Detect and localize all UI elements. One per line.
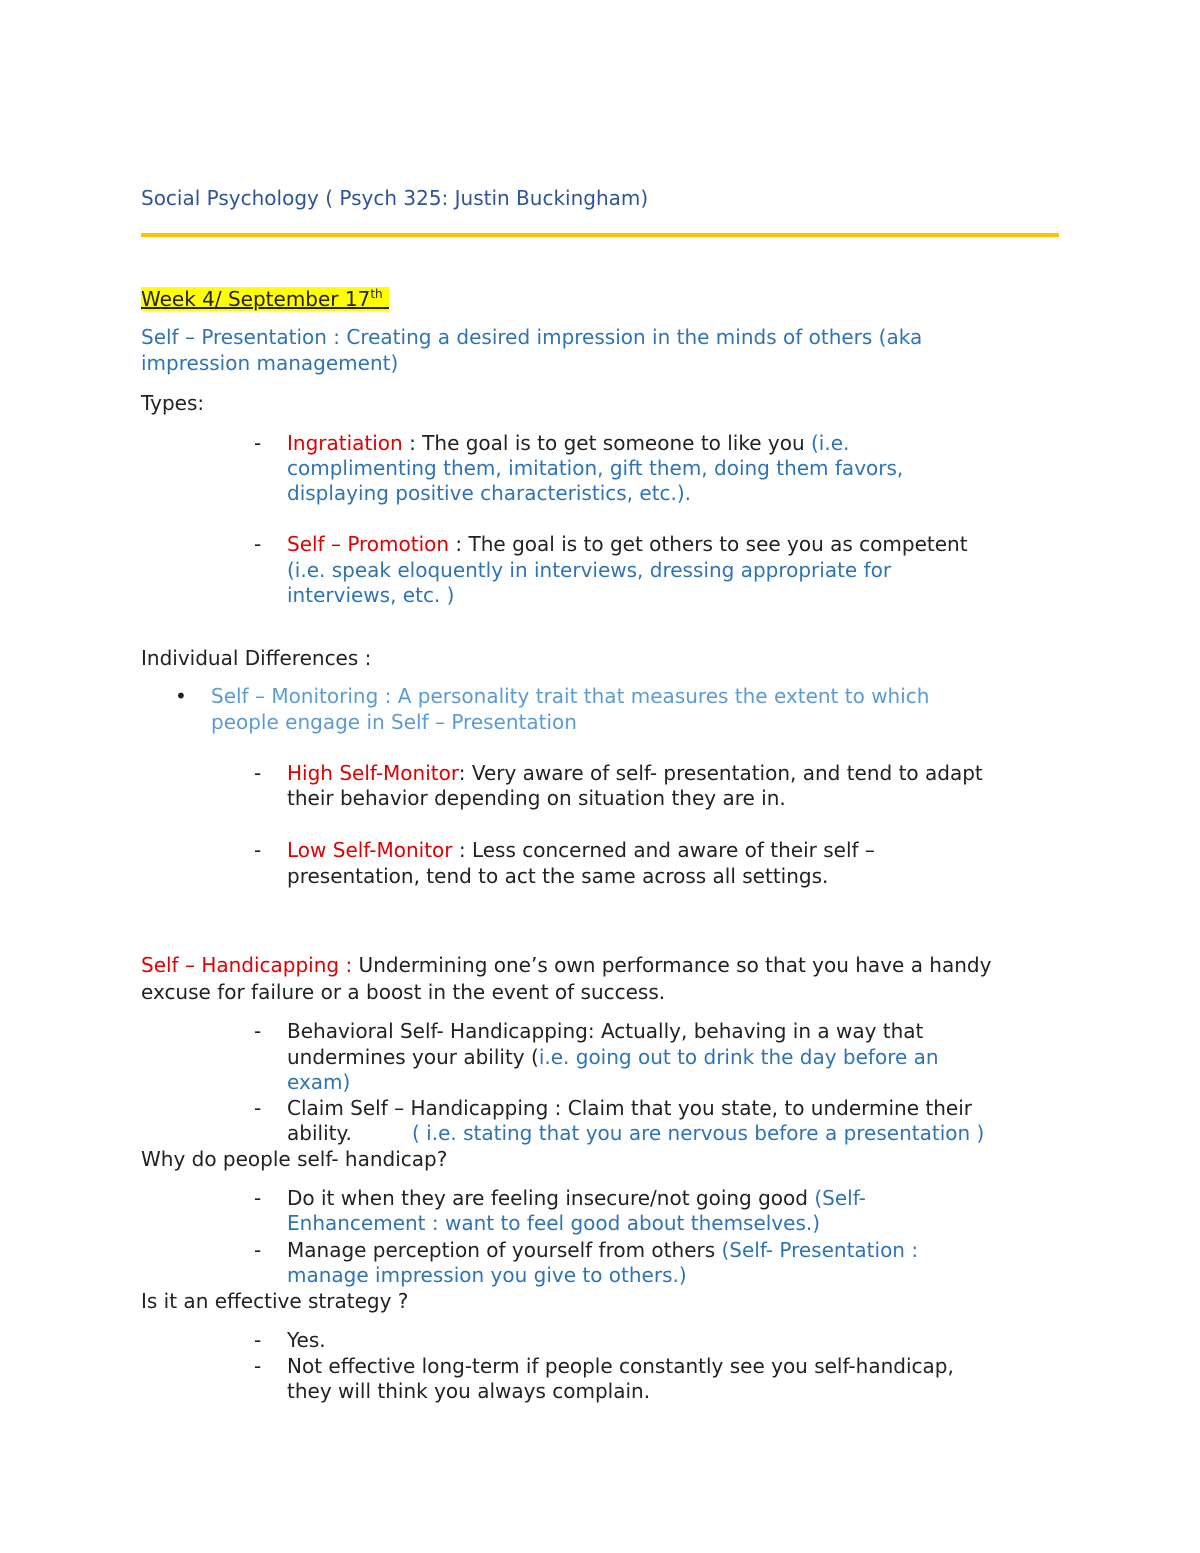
monitoring-line2: people engage in Self – Presentation	[211, 710, 577, 734]
ingratiation-ex1: (i.e.	[811, 431, 850, 455]
ingratiation-ex3: displaying positive characteristics, etc.).	[287, 481, 692, 505]
behavioral-line2	[287, 1045, 939, 1070]
high-term: High Self-Monitor	[287, 761, 459, 785]
promotion-line1	[287, 532, 968, 557]
page-title: Social Psychology ( Psych 325: Justin Buckingham)	[141, 186, 649, 210]
indiv-label: Individual Differences :	[141, 646, 372, 670]
why2-ex2: manage impression you give to others.)	[287, 1263, 687, 1287]
behavioral-line2-text: undermines your ability (	[287, 1045, 539, 1069]
eff-label: Is it an effective strategy ?	[141, 1289, 409, 1313]
high-def2: their behavior depending on situation they are in.	[287, 786, 786, 810]
week-text: Week 4/ September 17	[141, 287, 371, 311]
dash-marker: -	[254, 1354, 262, 1378]
why1-ex2: Enhancement : want to feel good about themselves.)	[287, 1211, 821, 1235]
dash-marker: -	[254, 761, 262, 785]
eff1: Yes.	[287, 1328, 326, 1352]
why2-text: Manage perception of yourself from others	[287, 1238, 722, 1262]
why-label: Why do people self- handicap?	[141, 1147, 448, 1171]
eff2-line2: they will think you always complain.	[287, 1379, 651, 1403]
selfpres-line2: impression management)	[141, 351, 399, 375]
dash-marker: -	[254, 1328, 262, 1352]
eff2-line1: Not effective long-term if people constantly see you self-handicap,	[287, 1354, 954, 1378]
low-line1	[287, 838, 875, 863]
ingratiation-def: : The goal is to get someone to like you	[402, 431, 811, 455]
promotion-term: Self – Promotion	[287, 532, 450, 556]
claim-ex: ( i.e. stating that you are nervous before a presentation )	[412, 1121, 985, 1145]
dash-marker: -	[254, 1238, 262, 1262]
ingratiation-line1	[287, 431, 849, 456]
handicap-term: Self – Handicapping :	[141, 953, 353, 977]
ingratiation-ex2: complimenting them, imitation, gift them, doing them favors,	[287, 456, 904, 480]
why2-ex1: (Self- Presentation :	[721, 1238, 919, 1262]
handicap-def2: excuse for failure or a boost in the event of success.	[141, 980, 666, 1004]
ingratiation-term: Ingratiation	[287, 431, 403, 455]
title-divider	[141, 233, 1059, 237]
behavioral-ex1: i.e. going out to drink the day before an	[538, 1045, 939, 1069]
high-def1: : Very aware of self- presentation, and tend to adapt	[458, 761, 983, 785]
claim-line1: Claim Self – Handicapping : Claim that you state, to undermine their	[287, 1096, 972, 1120]
why2-line1	[287, 1238, 918, 1263]
week-sup: th	[370, 287, 383, 301]
dash-marker: -	[254, 532, 262, 556]
low-def1: : Less concerned and aware of their self –	[452, 838, 875, 862]
monitoring-line1: Self – Monitoring : A personality trait that measures the extent to which	[211, 684, 930, 708]
promotion-ex1: (i.e. speak eloquently in interviews, dressing appropriate for	[287, 558, 892, 582]
selfpres-line1: Self – Presentation : Creating a desired impression in the minds of others (aka	[141, 325, 923, 349]
why1-text: Do it when they are feeling insecure/not going good	[287, 1186, 815, 1210]
dash-marker: -	[254, 1019, 262, 1043]
types-label: Types:	[141, 391, 205, 415]
behavioral-ex2: exam)	[287, 1070, 351, 1094]
bullet-marker: •	[175, 684, 187, 708]
behavioral-line1: Behavioral Self- Handicapping: Actually, behaving in a way that	[287, 1019, 924, 1043]
handicap-def1: Undermining one’s own performance so that you have a handy	[352, 953, 992, 977]
low-term: Low Self-Monitor	[287, 838, 453, 862]
dash-marker: -	[254, 838, 262, 862]
promotion-ex2: interviews, etc. )	[287, 583, 455, 607]
dash-marker: -	[254, 431, 262, 455]
low-def2: presentation, tend to act the same across all settings.	[287, 864, 829, 888]
why1-ex1: (Self-	[814, 1186, 866, 1210]
high-line1	[287, 761, 983, 786]
dash-marker: -	[254, 1096, 262, 1120]
handicap-line1	[141, 953, 991, 978]
week-heading	[141, 287, 389, 312]
dash-marker: -	[254, 1186, 262, 1210]
promotion-def: : The goal is to get others to see you as competent	[449, 532, 968, 556]
claim-line2: ability.	[287, 1121, 352, 1145]
why1-line1	[287, 1186, 866, 1211]
